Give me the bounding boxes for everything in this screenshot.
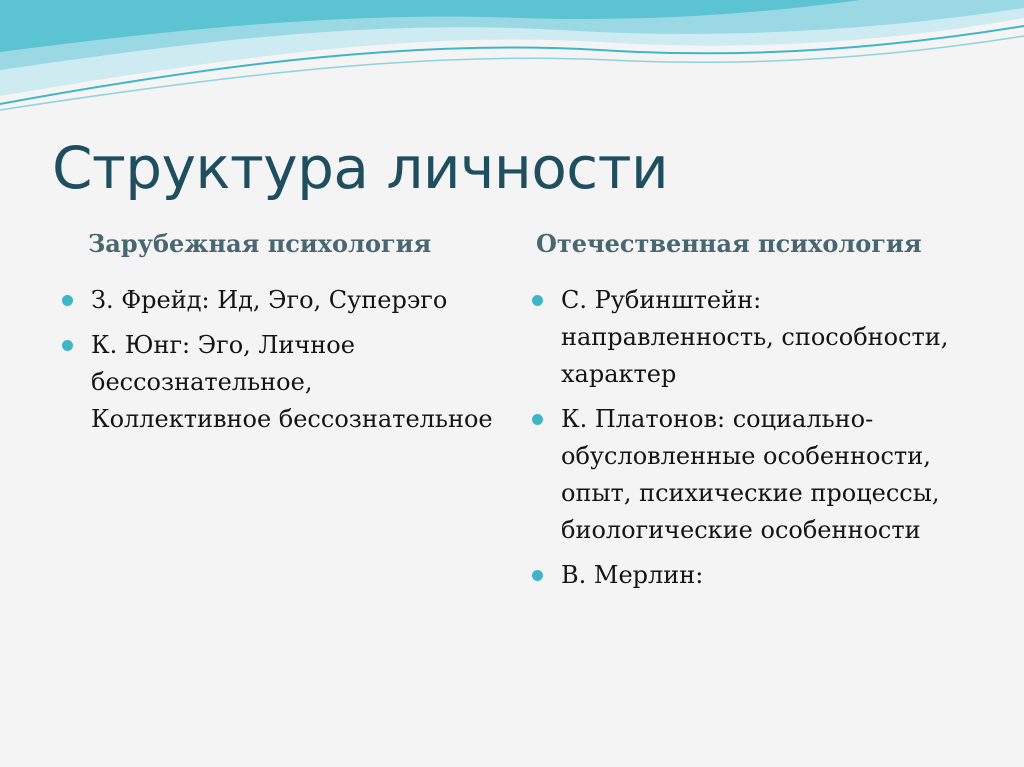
list-item — [528, 401, 968, 549]
round-bullet-icon — [532, 570, 543, 581]
list-item-text: К. Платонов: социально-обусловленные особенности, опыт, психические процессы, биологические особенности — [561, 405, 940, 544]
foreign-psychology-list — [58, 282, 498, 446]
list-item — [528, 557, 968, 594]
list-item-text: В. Мерлин: — [561, 561, 704, 589]
round-bullet-icon — [532, 295, 543, 306]
list-item-text: З. Фрейд: Ид, Эго, Суперэго — [91, 286, 448, 314]
list-item — [58, 282, 498, 319]
round-bullet-icon — [532, 414, 543, 425]
wave-decoration — [0, 0, 1024, 120]
column-heading-foreign: Зарубежная психология — [88, 229, 432, 258]
list-item-text: С. Рубинштейн: направленность, способности, характер — [561, 286, 949, 388]
round-bullet-icon — [62, 295, 73, 306]
column-heading-domestic: Отечественная психология — [536, 229, 922, 258]
list-item-text: К. Юнг: Эго, Личное бессознательное, Коллективное бессознательное — [91, 331, 493, 433]
list-item — [528, 282, 968, 393]
slide-title: Структура личности — [52, 134, 669, 202]
list-item — [58, 327, 498, 438]
round-bullet-icon — [62, 340, 73, 351]
domestic-psychology-list — [528, 282, 968, 602]
